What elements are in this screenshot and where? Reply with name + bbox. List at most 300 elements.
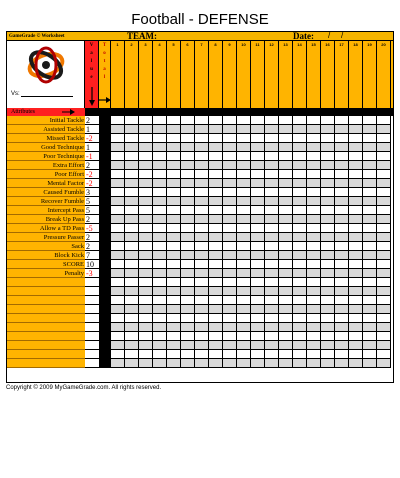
grade-cell[interactable] [153, 179, 167, 188]
grade-cell[interactable] [195, 269, 209, 278]
grade-cell[interactable] [111, 179, 125, 188]
grade-cell[interactable] [125, 314, 139, 323]
grade-cell[interactable] [349, 269, 363, 278]
grade-cell[interactable] [237, 170, 251, 179]
grade-cell[interactable] [321, 296, 335, 305]
grade-cell[interactable] [279, 152, 293, 161]
grade-cell[interactable] [181, 188, 195, 197]
grade-cell[interactable] [167, 215, 181, 224]
grade-cell[interactable] [251, 170, 265, 179]
grade-cell[interactable] [223, 269, 237, 278]
grade-cell[interactable] [223, 314, 237, 323]
grade-cell[interactable] [377, 179, 391, 188]
grade-cell[interactable] [377, 134, 391, 143]
grade-cell[interactable] [153, 269, 167, 278]
grade-cell[interactable] [195, 161, 209, 170]
grade-cell[interactable] [279, 359, 293, 368]
grade-cell[interactable] [139, 242, 153, 251]
grade-cell[interactable] [167, 188, 181, 197]
grade-cell[interactable] [167, 206, 181, 215]
grade-cell[interactable] [279, 188, 293, 197]
grade-cell[interactable] [153, 224, 167, 233]
grade-cell[interactable] [279, 134, 293, 143]
grade-cell[interactable] [195, 170, 209, 179]
grade-cell[interactable] [237, 314, 251, 323]
grade-cell[interactable] [111, 341, 125, 350]
grade-cell[interactable] [195, 278, 209, 287]
grade-cell[interactable] [111, 170, 125, 179]
grade-cell[interactable] [167, 170, 181, 179]
grade-cell[interactable] [167, 260, 181, 269]
grade-cell[interactable] [139, 134, 153, 143]
grade-cell[interactable] [279, 215, 293, 224]
grade-cell[interactable] [279, 350, 293, 359]
grade-cell[interactable] [125, 179, 139, 188]
grade-cell[interactable] [335, 161, 349, 170]
grade-cell[interactable] [307, 233, 321, 242]
grade-cell[interactable] [195, 305, 209, 314]
grade-cell[interactable] [321, 152, 335, 161]
grade-cell[interactable] [209, 242, 223, 251]
grade-cell[interactable] [321, 287, 335, 296]
grade-cell[interactable] [251, 152, 265, 161]
grade-cell[interactable] [251, 287, 265, 296]
grade-cell[interactable] [209, 197, 223, 206]
grade-cell[interactable] [181, 251, 195, 260]
grade-cell[interactable] [223, 341, 237, 350]
grade-cell[interactable] [307, 332, 321, 341]
grade-cell[interactable] [139, 305, 153, 314]
grade-cell[interactable] [139, 152, 153, 161]
grade-cell[interactable] [139, 233, 153, 242]
grade-cell[interactable] [153, 152, 167, 161]
grade-cell[interactable] [111, 287, 125, 296]
grade-cell[interactable] [363, 341, 377, 350]
grade-cell[interactable] [363, 260, 377, 269]
grade-cell[interactable] [251, 116, 265, 125]
grade-cell[interactable] [265, 260, 279, 269]
grade-cell[interactable] [237, 242, 251, 251]
grade-cell[interactable] [153, 215, 167, 224]
grade-cell[interactable] [265, 134, 279, 143]
grade-cell[interactable] [195, 332, 209, 341]
grade-cell[interactable] [111, 332, 125, 341]
grade-cell[interactable] [125, 215, 139, 224]
grade-cell[interactable] [335, 152, 349, 161]
grade-cell[interactable] [153, 323, 167, 332]
grade-cell[interactable] [377, 341, 391, 350]
grade-cell[interactable] [237, 260, 251, 269]
grade-cell[interactable] [321, 350, 335, 359]
grade-cell[interactable] [321, 170, 335, 179]
grade-cell[interactable] [279, 125, 293, 134]
grade-cell[interactable] [349, 287, 363, 296]
grade-cell[interactable] [349, 215, 363, 224]
grade-cell[interactable] [125, 116, 139, 125]
grade-cell[interactable] [335, 278, 349, 287]
grade-cell[interactable] [237, 278, 251, 287]
grade-cell[interactable] [377, 287, 391, 296]
grade-cell[interactable] [307, 296, 321, 305]
grade-cell[interactable] [237, 206, 251, 215]
grade-cell[interactable] [209, 332, 223, 341]
grade-cell[interactable] [139, 296, 153, 305]
grade-cell[interactable] [265, 341, 279, 350]
grade-cell[interactable] [237, 287, 251, 296]
grade-cell[interactable] [293, 188, 307, 197]
grade-cell[interactable] [167, 179, 181, 188]
grade-cell[interactable] [377, 152, 391, 161]
grade-cell[interactable] [321, 278, 335, 287]
grade-cell[interactable] [265, 350, 279, 359]
grade-cell[interactable] [279, 287, 293, 296]
grade-cell[interactable] [111, 314, 125, 323]
grade-cell[interactable] [125, 260, 139, 269]
grade-cell[interactable] [139, 314, 153, 323]
grade-cell[interactable] [279, 323, 293, 332]
grade-cell[interactable] [125, 359, 139, 368]
grade-cell[interactable] [321, 269, 335, 278]
grade-cell[interactable] [377, 350, 391, 359]
grade-cell[interactable] [265, 296, 279, 305]
grade-cell[interactable] [251, 233, 265, 242]
grade-cell[interactable] [167, 224, 181, 233]
grade-cell[interactable] [195, 260, 209, 269]
grade-cell[interactable] [293, 161, 307, 170]
attribute-label[interactable] [7, 278, 85, 287]
grade-cell[interactable] [167, 332, 181, 341]
grade-cell[interactable] [195, 323, 209, 332]
grade-cell[interactable] [363, 143, 377, 152]
grade-cell[interactable] [335, 332, 349, 341]
grade-cell[interactable] [111, 278, 125, 287]
grade-cell[interactable] [223, 224, 237, 233]
grade-cell[interactable] [125, 224, 139, 233]
grade-cell[interactable] [209, 116, 223, 125]
grade-cell[interactable] [321, 143, 335, 152]
grade-cell[interactable] [307, 314, 321, 323]
grade-cell[interactable] [167, 134, 181, 143]
grade-cell[interactable] [237, 179, 251, 188]
grade-cell[interactable] [223, 197, 237, 206]
grade-cell[interactable] [153, 197, 167, 206]
attribute-value[interactable] [85, 314, 99, 323]
attribute-value[interactable] [85, 287, 99, 296]
grade-cell[interactable] [377, 197, 391, 206]
grade-cell[interactable] [349, 251, 363, 260]
grade-cell[interactable] [125, 251, 139, 260]
grade-cell[interactable] [237, 323, 251, 332]
grade-cell[interactable] [363, 152, 377, 161]
grade-cell[interactable] [349, 260, 363, 269]
grade-cell[interactable] [181, 305, 195, 314]
grade-cell[interactable] [181, 143, 195, 152]
grade-cell[interactable] [321, 224, 335, 233]
grade-cell[interactable] [181, 197, 195, 206]
grade-cell[interactable] [209, 341, 223, 350]
grade-cell[interactable] [209, 296, 223, 305]
grade-cell[interactable] [139, 215, 153, 224]
grade-cell[interactable] [223, 296, 237, 305]
grade-cell[interactable] [293, 305, 307, 314]
grade-cell[interactable] [321, 116, 335, 125]
grade-cell[interactable] [223, 260, 237, 269]
grade-cell[interactable] [111, 125, 125, 134]
grade-cell[interactable] [125, 332, 139, 341]
grade-cell[interactable] [293, 206, 307, 215]
grade-cell[interactable] [251, 242, 265, 251]
grade-cell[interactable] [181, 278, 195, 287]
grade-cell[interactable] [307, 269, 321, 278]
grade-cell[interactable] [363, 170, 377, 179]
grade-cell[interactable] [139, 179, 153, 188]
grade-cell[interactable] [279, 278, 293, 287]
attribute-value[interactable] [85, 278, 99, 287]
grade-cell[interactable] [181, 269, 195, 278]
grade-cell[interactable] [223, 206, 237, 215]
grade-cell[interactable] [251, 359, 265, 368]
grade-cell[interactable] [251, 323, 265, 332]
grade-cell[interactable] [167, 287, 181, 296]
grade-cell[interactable] [307, 197, 321, 206]
grade-cell[interactable] [363, 242, 377, 251]
grade-cell[interactable] [181, 296, 195, 305]
grade-cell[interactable] [293, 314, 307, 323]
grade-cell[interactable] [209, 152, 223, 161]
grade-cell[interactable] [251, 278, 265, 287]
grade-cell[interactable] [209, 170, 223, 179]
grade-cell[interactable] [181, 206, 195, 215]
grade-cell[interactable] [195, 134, 209, 143]
grade-cell[interactable] [125, 242, 139, 251]
grade-cell[interactable] [223, 251, 237, 260]
grade-cell[interactable] [349, 179, 363, 188]
grade-cell[interactable] [335, 206, 349, 215]
grade-cell[interactable] [237, 305, 251, 314]
grade-cell[interactable] [363, 161, 377, 170]
grade-cell[interactable] [237, 296, 251, 305]
grade-cell[interactable] [223, 143, 237, 152]
grade-cell[interactable] [335, 215, 349, 224]
grade-cell[interactable] [363, 197, 377, 206]
grade-cell[interactable] [195, 224, 209, 233]
grade-cell[interactable] [293, 170, 307, 179]
grade-cell[interactable] [209, 260, 223, 269]
grade-cell[interactable] [237, 359, 251, 368]
grade-cell[interactable] [293, 125, 307, 134]
grade-cell[interactable] [335, 233, 349, 242]
grade-cell[interactable] [335, 341, 349, 350]
grade-cell[interactable] [209, 188, 223, 197]
grade-cell[interactable] [125, 350, 139, 359]
grade-cell[interactable] [139, 269, 153, 278]
grade-cell[interactable] [223, 188, 237, 197]
grade-cell[interactable] [195, 206, 209, 215]
grade-cell[interactable] [363, 179, 377, 188]
grade-cell[interactable] [279, 161, 293, 170]
grade-cell[interactable] [237, 152, 251, 161]
grade-cell[interactable] [335, 260, 349, 269]
grade-cell[interactable] [111, 206, 125, 215]
grade-cell[interactable] [167, 323, 181, 332]
grade-cell[interactable] [377, 251, 391, 260]
grade-cell[interactable] [111, 260, 125, 269]
grade-cell[interactable] [111, 116, 125, 125]
grade-cell[interactable] [125, 161, 139, 170]
grade-cell[interactable] [153, 125, 167, 134]
grade-cell[interactable] [139, 323, 153, 332]
grade-cell[interactable] [349, 341, 363, 350]
grade-cell[interactable] [349, 323, 363, 332]
grade-cell[interactable] [279, 116, 293, 125]
grade-cell[interactable] [237, 251, 251, 260]
grade-cell[interactable] [321, 161, 335, 170]
grade-cell[interactable] [237, 188, 251, 197]
grade-cell[interactable] [307, 179, 321, 188]
grade-cell[interactable] [335, 305, 349, 314]
attribute-label[interactable] [7, 359, 85, 368]
grade-cell[interactable] [293, 215, 307, 224]
grade-cell[interactable] [279, 197, 293, 206]
grade-cell[interactable] [139, 350, 153, 359]
grade-cell[interactable] [293, 341, 307, 350]
grade-cell[interactable] [223, 242, 237, 251]
grade-cell[interactable] [265, 287, 279, 296]
attribute-value[interactable] [85, 296, 99, 305]
grade-cell[interactable] [293, 143, 307, 152]
grade-cell[interactable] [279, 269, 293, 278]
grade-cell[interactable] [139, 170, 153, 179]
grade-cell[interactable] [195, 287, 209, 296]
grade-cell[interactable] [335, 251, 349, 260]
grade-cell[interactable] [153, 287, 167, 296]
attribute-label[interactable] [7, 350, 85, 359]
grade-cell[interactable] [111, 233, 125, 242]
grade-cell[interactable] [223, 215, 237, 224]
grade-cell[interactable] [111, 215, 125, 224]
grade-cell[interactable] [335, 134, 349, 143]
grade-cell[interactable] [181, 224, 195, 233]
grade-cell[interactable] [181, 125, 195, 134]
grade-cell[interactable] [153, 242, 167, 251]
grade-cell[interactable] [237, 116, 251, 125]
attribute-label[interactable] [7, 332, 85, 341]
grade-cell[interactable] [111, 296, 125, 305]
grade-cell[interactable] [349, 143, 363, 152]
grade-cell[interactable] [363, 188, 377, 197]
grade-cell[interactable] [279, 224, 293, 233]
grade-cell[interactable] [167, 269, 181, 278]
grade-cell[interactable] [209, 215, 223, 224]
grade-cell[interactable] [349, 116, 363, 125]
grade-cell[interactable] [209, 278, 223, 287]
grade-cell[interactable] [335, 179, 349, 188]
grade-cell[interactable] [307, 359, 321, 368]
grade-cell[interactable] [181, 323, 195, 332]
grade-cell[interactable] [167, 197, 181, 206]
grade-cell[interactable] [209, 287, 223, 296]
grade-cell[interactable] [377, 296, 391, 305]
grade-cell[interactable] [377, 170, 391, 179]
grade-cell[interactable] [265, 251, 279, 260]
grade-cell[interactable] [195, 152, 209, 161]
grade-cell[interactable] [335, 296, 349, 305]
grade-cell[interactable] [293, 359, 307, 368]
grade-cell[interactable] [293, 350, 307, 359]
grade-cell[interactable] [167, 341, 181, 350]
grade-cell[interactable] [293, 278, 307, 287]
grade-cell[interactable] [307, 278, 321, 287]
grade-cell[interactable] [139, 287, 153, 296]
grade-cell[interactable] [181, 350, 195, 359]
grade-cell[interactable] [377, 116, 391, 125]
grade-cell[interactable] [209, 314, 223, 323]
grade-cell[interactable] [209, 143, 223, 152]
grade-cell[interactable] [307, 260, 321, 269]
grade-cell[interactable] [153, 359, 167, 368]
grade-cell[interactable] [293, 242, 307, 251]
grade-cell[interactable] [223, 359, 237, 368]
grade-cell[interactable] [251, 260, 265, 269]
grade-cell[interactable] [181, 116, 195, 125]
grade-cell[interactable] [223, 125, 237, 134]
grade-cell[interactable] [265, 197, 279, 206]
grade-cell[interactable] [377, 278, 391, 287]
attribute-value[interactable] [85, 332, 99, 341]
grade-cell[interactable] [321, 215, 335, 224]
grade-cell[interactable] [349, 305, 363, 314]
grade-cell[interactable] [125, 170, 139, 179]
grade-cell[interactable] [349, 134, 363, 143]
grade-cell[interactable] [349, 242, 363, 251]
grade-cell[interactable] [279, 296, 293, 305]
grade-cell[interactable] [265, 332, 279, 341]
grade-cell[interactable] [167, 296, 181, 305]
grade-cell[interactable] [111, 161, 125, 170]
grade-cell[interactable] [111, 251, 125, 260]
grade-cell[interactable] [321, 341, 335, 350]
grade-cell[interactable] [335, 269, 349, 278]
grade-cell[interactable] [237, 341, 251, 350]
grade-cell[interactable] [307, 350, 321, 359]
grade-cell[interactable] [153, 296, 167, 305]
grade-cell[interactable] [293, 251, 307, 260]
grade-cell[interactable] [251, 215, 265, 224]
attribute-label[interactable] [7, 341, 85, 350]
grade-cell[interactable] [167, 242, 181, 251]
grade-cell[interactable] [279, 251, 293, 260]
grade-cell[interactable] [307, 251, 321, 260]
grade-cell[interactable] [195, 197, 209, 206]
grade-cell[interactable] [139, 188, 153, 197]
grade-cell[interactable] [251, 161, 265, 170]
grade-cell[interactable] [293, 332, 307, 341]
grade-cell[interactable] [265, 323, 279, 332]
grade-cell[interactable] [293, 116, 307, 125]
grade-cell[interactable] [125, 134, 139, 143]
grade-cell[interactable] [195, 233, 209, 242]
grade-cell[interactable] [181, 287, 195, 296]
grade-cell[interactable] [293, 179, 307, 188]
grade-cell[interactable] [195, 179, 209, 188]
grade-cell[interactable] [349, 197, 363, 206]
grade-cell[interactable] [139, 224, 153, 233]
grade-cell[interactable] [237, 161, 251, 170]
grade-cell[interactable] [251, 125, 265, 134]
attribute-value[interactable] [85, 359, 99, 368]
grade-cell[interactable] [125, 152, 139, 161]
grade-cell[interactable] [279, 242, 293, 251]
